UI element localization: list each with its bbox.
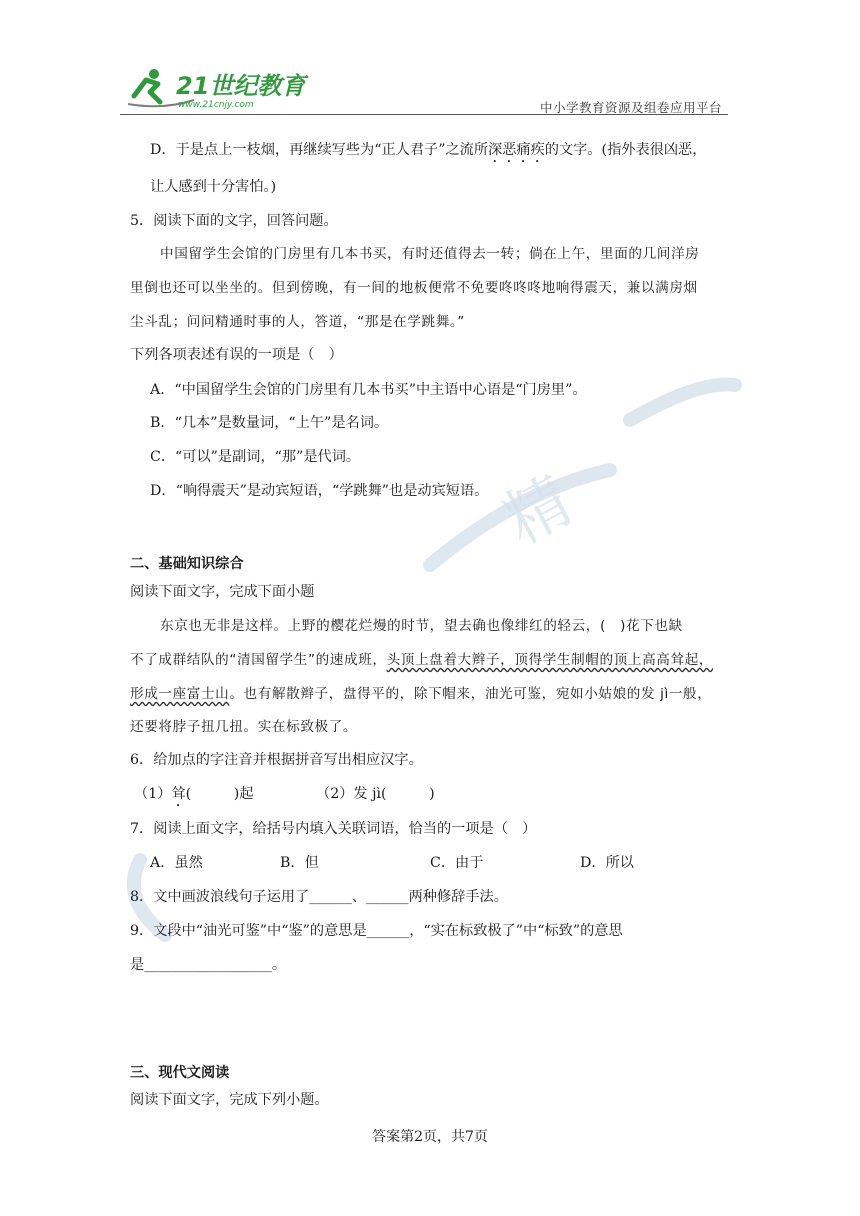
q7-option: D．所以 [580,855,634,871]
q5-passage-line: 尘斗乱；问问精通时事的人，答道，“那是在学跳舞。” [130,314,465,330]
q7-option: A．虽然 [150,855,203,871]
q7-option: B．但 [280,855,319,871]
section-2-passage-line: 东京也无非是这样。上野的樱花烂熳的时节，望去确也像绯红的轻云，( )花下也缺 [160,618,683,634]
q9-stem: 9．文段中“油光可鉴”中“鉴”的意思是______，“实在标致极了”中“标致”的意思 [130,923,623,939]
q4-option-d-cont: 让人感到十分害怕。) [150,179,277,195]
q5-passage-line: 中国留学生会馆的门房里有几本书买，有时还值得去一转；倘在上午，里面的几间洋房 [160,246,700,262]
q6-stem: 6．给加点的字注音并根据拼音写出相应汉字。 [130,752,423,768]
platform-name: 中小学教育资源及组卷应用平台 [539,100,722,115]
section-2-passage-line: 形成一座富士山。也有解散辫子，盘得平的，除下帽来，油光可鉴，宛如小姑娘的发 jì一般， [130,686,712,702]
page-number: 答案第2页，共7页 [372,1129,488,1145]
logo-url: www.21cnjy.com [178,100,254,110]
q5-option: D．“响得震天”是动宾短语，“学跳舞”也是动宾短语。 [150,483,489,499]
logo-text: 21世纪教育 [176,72,306,100]
q5-option: A．“中国留学生会馆的门房里有几本书买”中主语中心语是“门房里”。 [150,382,587,398]
section-2-intro: 阅读下面文字，完成下面小题 [130,584,315,600]
q4-option-d: D．于是点上一枝烟，再继续写些为“正人君子”之流所深恶痛疾的文字。(指外表很凶恶， [150,142,707,158]
section-2-title: 二、基础知识综合 [130,556,244,572]
section-3-title: 三、现代文阅读 [130,1065,230,1081]
q8-stem: 8．文中画波浪线句子运用了______、______两种修辞手法。 [130,889,508,905]
running-figure-logo-icon [124,66,324,112]
section-3-intro: 阅读下面文字，完成下列小题。 [130,1092,329,1108]
q7-stem: 7．阅读上面文字，给括号内填入关联词语，恰当的一项是（ ） [130,821,537,837]
dotted-words: 深恶痛疾 [488,142,545,158]
q7-option: C．由于 [430,855,484,871]
q6-item-1: （1）耸( )起 [134,786,254,802]
wavy-sentence: 头顶上盘着大辫子，顶得学生制帽的顶上高高耸起， [386,652,714,668]
q5-stem: 5．阅读下面的文字，回答问题。 [130,213,338,229]
q5-question: 下列各项表述有误的一项是（ ） [130,347,343,363]
header-divider [120,114,728,115]
q5-option: B．“几本”是数量词，“上午”是名词。 [150,415,389,431]
q9-stem-cont: 是__________________。 [130,957,287,973]
section-2-passage-line: 不了成群结队的“清国留学生”的速成班，头顶上盘着大辫子，顶得学生制帽的顶上高高耸起， [130,652,714,668]
section-2-passage-line: 还要将脖子扭几扭。实在标致极了。 [130,719,358,735]
q5-passage-line: 里倒也还可以坐坐的。但到傍晚，有一间的地板便常不免要咚咚咚地响得震天，兼以满房烟 [130,280,698,296]
q5-option: C．“可以”是副词，“那”是代词。 [150,449,361,465]
wavy-sentence: 形成一座富士山 [130,686,230,702]
svg-text:精: 精 [492,463,585,560]
q6-item-2: （2）发 jì( ) [316,786,435,802]
page-header [120,66,728,116]
